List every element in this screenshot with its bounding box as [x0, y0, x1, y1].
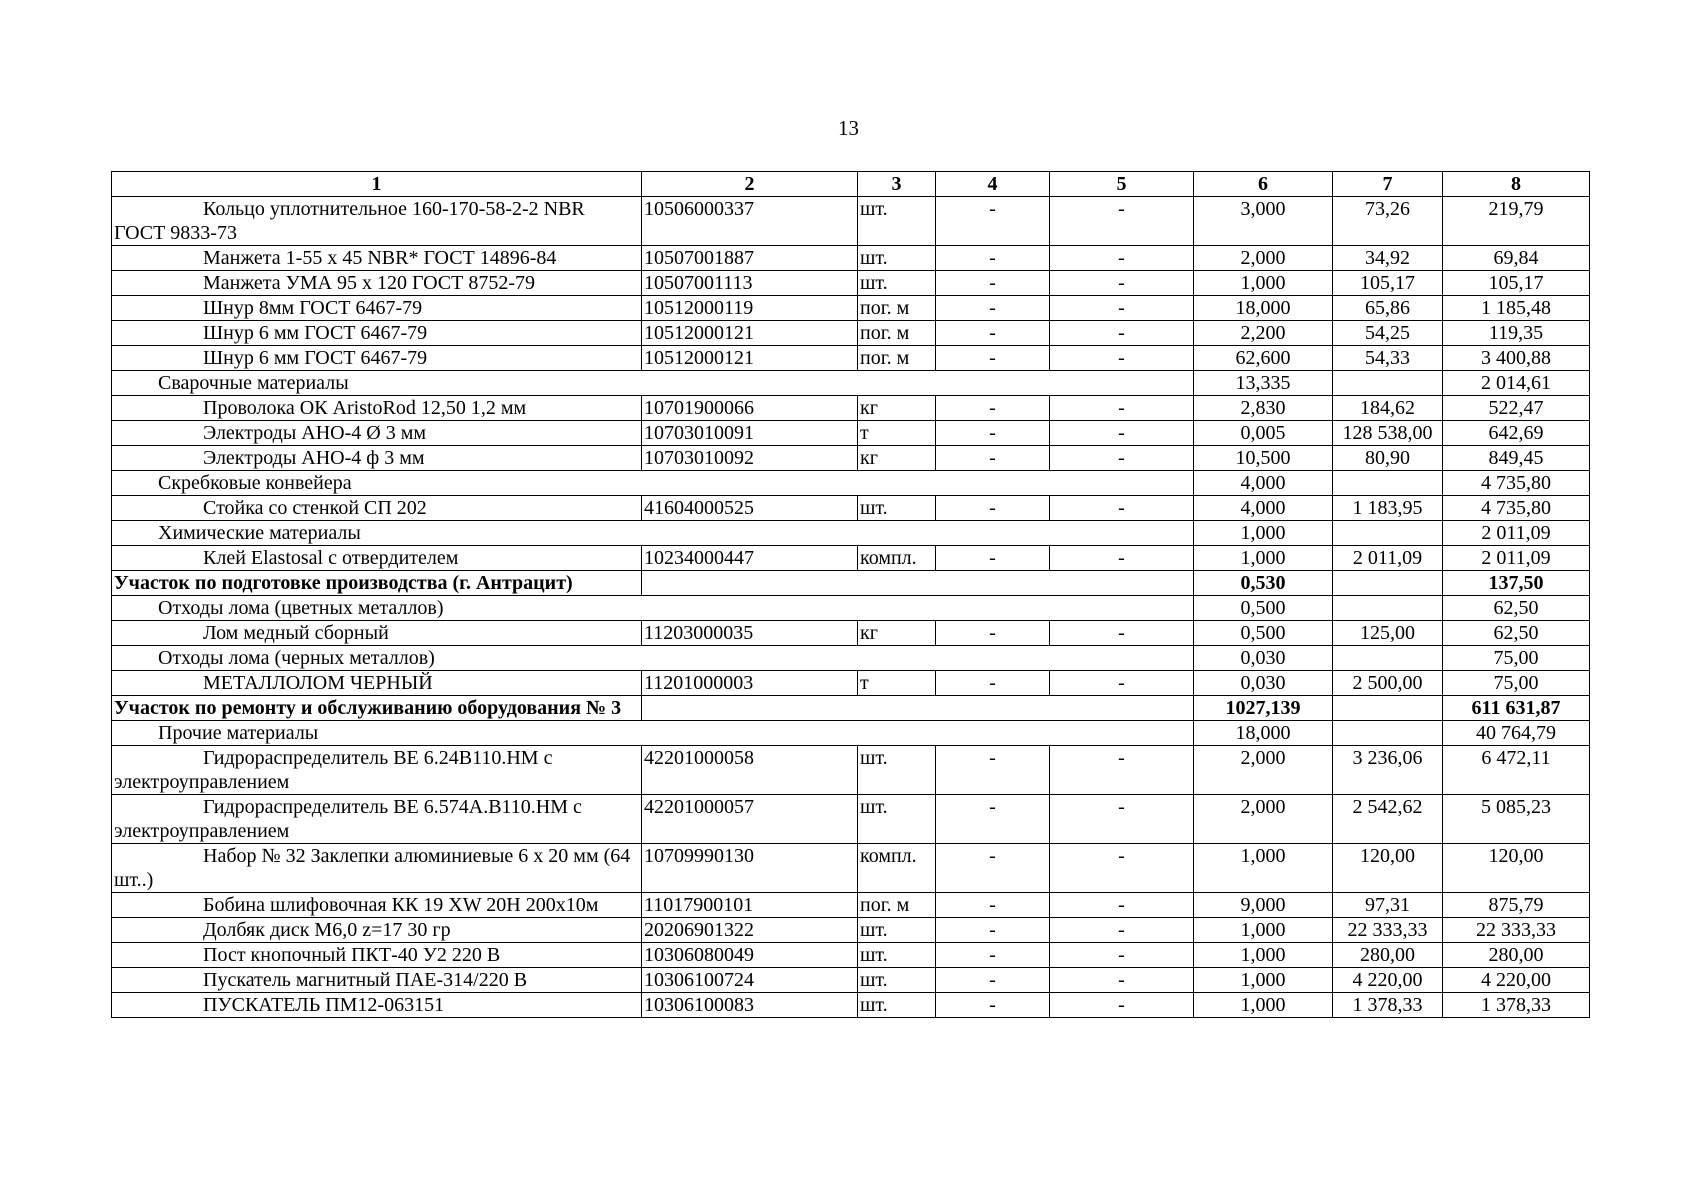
- sum-cell: 4 220,00: [1443, 968, 1590, 993]
- quantity-cell: 2,000: [1194, 246, 1333, 271]
- quantity-cell: 2,000: [1194, 795, 1333, 844]
- sum-cell: 1 378,33: [1443, 993, 1590, 1018]
- price-cell: 1 183,95: [1333, 496, 1443, 521]
- sum-cell: 5 085,23: [1443, 795, 1590, 844]
- price-cell: 97,31: [1333, 893, 1443, 918]
- col5-cell: -: [1050, 396, 1194, 421]
- quantity-cell: 0,030: [1194, 646, 1333, 671]
- item-code: 10703010091: [642, 421, 858, 446]
- price-cell: 128 538,00: [1333, 421, 1443, 446]
- col5-cell: -: [1050, 746, 1194, 795]
- item-name: Проволока ОК AristoRod 12,50 1,2 мм: [112, 396, 642, 421]
- sum-cell: 6 472,11: [1443, 746, 1590, 795]
- col5-cell: -: [1050, 496, 1194, 521]
- quantity-cell: 18,000: [1194, 721, 1333, 746]
- price-cell: 80,90: [1333, 446, 1443, 471]
- sum-cell: 611 631,87: [1443, 696, 1590, 721]
- col4-cell: -: [936, 246, 1050, 271]
- item-name: Шнур 6 мм ГОСТ 6467-79: [112, 321, 642, 346]
- table-row: [112, 746, 1590, 795]
- sum-cell: 119,35: [1443, 321, 1590, 346]
- item-code: 10234000447: [642, 546, 858, 571]
- item-name: Клей Elastosal с отвердителем: [112, 546, 642, 571]
- item-unit: компл.: [858, 844, 936, 893]
- column-header: 5: [1050, 172, 1194, 197]
- col5-cell: -: [1050, 246, 1194, 271]
- price-cell: 2 542,62: [1333, 795, 1443, 844]
- price-cell: [1333, 696, 1443, 721]
- price-cell: 54,33: [1333, 346, 1443, 371]
- item-code: 10701900066: [642, 396, 858, 421]
- item-name: Бобина шлифовочная КК 19 XW 20H 200x10м: [112, 893, 642, 918]
- item-unit: компл.: [858, 546, 936, 571]
- quantity-cell: 9,000: [1194, 893, 1333, 918]
- table-row: [112, 496, 1590, 521]
- col4-cell: -: [936, 993, 1050, 1018]
- table-header-row: [112, 172, 1590, 197]
- price-cell: 65,86: [1333, 296, 1443, 321]
- table-row: [112, 621, 1590, 646]
- col4-cell: -: [936, 546, 1050, 571]
- item-name: Пост кнопочный ПКТ-40 У2 220 В: [112, 943, 642, 968]
- col4-cell: -: [936, 844, 1050, 893]
- price-cell: 3 236,06: [1333, 746, 1443, 795]
- price-cell: [1333, 571, 1443, 596]
- table-row: [112, 197, 1590, 246]
- table-row: [112, 246, 1590, 271]
- column-header: 6: [1194, 172, 1333, 197]
- item-code: 10306080049: [642, 943, 858, 968]
- col5-cell: -: [1050, 621, 1194, 646]
- col4-cell: -: [936, 271, 1050, 296]
- col4-cell: -: [936, 197, 1050, 246]
- quantity-cell: 0,530: [1194, 571, 1333, 596]
- column-header: 8: [1443, 172, 1590, 197]
- table-row: [112, 844, 1590, 893]
- quantity-cell: 1,000: [1194, 521, 1333, 546]
- col4-cell: -: [936, 321, 1050, 346]
- sum-cell: 2 011,09: [1443, 546, 1590, 571]
- column-header: 4: [936, 172, 1050, 197]
- table-row: [112, 396, 1590, 421]
- item-code: 10709990130: [642, 844, 858, 893]
- sum-cell: 2 011,09: [1443, 521, 1590, 546]
- item-unit: шт.: [858, 271, 936, 296]
- item-code: 20206901322: [642, 918, 858, 943]
- sum-cell: 280,00: [1443, 943, 1590, 968]
- item-name: Лом медный сборный: [112, 621, 642, 646]
- price-cell: 73,26: [1333, 197, 1443, 246]
- item-unit: т: [858, 671, 936, 696]
- col5-cell: -: [1050, 421, 1194, 446]
- sum-cell: 219,79: [1443, 197, 1590, 246]
- item-name: Кольцо уплотнительное 160-170-58-2-2 NBR ГОСТ 9833-73: [112, 197, 642, 246]
- section-row: [112, 696, 1590, 721]
- item-unit: пог. м: [858, 321, 936, 346]
- item-name: Гидрораспределитель ВЕ 6.574А.В110.НМ с электроуправлением: [112, 795, 642, 844]
- item-name: Набор № 32 Заклепки алюминиевые 6 х 20 мм (64 шт..): [112, 844, 642, 893]
- col4-cell: -: [936, 396, 1050, 421]
- price-cell: [1333, 521, 1443, 546]
- group-name: Прочие материалы: [112, 721, 1194, 746]
- item-name: Электроды АНО-4 Ø 3 мм: [112, 421, 642, 446]
- item-code: 10512000119: [642, 296, 858, 321]
- price-cell: [1333, 646, 1443, 671]
- sum-cell: 4 735,80: [1443, 471, 1590, 496]
- sum-cell: 849,45: [1443, 446, 1590, 471]
- col4-cell: -: [936, 746, 1050, 795]
- item-name: Электроды АНО-4 ф 3 мм: [112, 446, 642, 471]
- col4-cell: -: [936, 918, 1050, 943]
- table-row: [112, 271, 1590, 296]
- item-unit: кг: [858, 446, 936, 471]
- sum-cell: 137,50: [1443, 571, 1590, 596]
- table-row: [112, 546, 1590, 571]
- group-row: [112, 371, 1590, 396]
- item-name: Гидрораспределитель ВЕ 6.24В110.НМ с электроуправлением: [112, 746, 642, 795]
- col5-cell: -: [1050, 446, 1194, 471]
- col5-cell: -: [1050, 671, 1194, 696]
- sum-cell: 1 185,48: [1443, 296, 1590, 321]
- sum-cell: 4 735,80: [1443, 496, 1590, 521]
- group-name: Химические материалы: [112, 521, 1194, 546]
- item-unit: пог. м: [858, 346, 936, 371]
- col5-cell: -: [1050, 893, 1194, 918]
- group-name: Отходы лома (черных металлов): [112, 646, 1194, 671]
- price-cell: 1 378,33: [1333, 993, 1443, 1018]
- sum-cell: 522,47: [1443, 396, 1590, 421]
- item-unit: шт.: [858, 968, 936, 993]
- item-name: Пускатель магнитный ПАЕ-314/220 В: [112, 968, 642, 993]
- item-code: 11203000035: [642, 621, 858, 646]
- quantity-cell: 18,000: [1194, 296, 1333, 321]
- price-cell: 105,17: [1333, 271, 1443, 296]
- col5-cell: -: [1050, 271, 1194, 296]
- price-cell: 22 333,33: [1333, 918, 1443, 943]
- price-cell: 280,00: [1333, 943, 1443, 968]
- quantity-cell: 1,000: [1194, 943, 1333, 968]
- item-code: 11201000003: [642, 671, 858, 696]
- quantity-cell: 2,000: [1194, 746, 1333, 795]
- col4-cell: -: [936, 421, 1050, 446]
- sum-cell: 62,50: [1443, 621, 1590, 646]
- quantity-cell: 2,200: [1194, 321, 1333, 346]
- table-row: [112, 346, 1590, 371]
- price-cell: 2 500,00: [1333, 671, 1443, 696]
- item-code: 10306100724: [642, 968, 858, 993]
- quantity-cell: 1,000: [1194, 968, 1333, 993]
- col5-cell: -: [1050, 321, 1194, 346]
- group-row: [112, 521, 1590, 546]
- item-unit: пог. м: [858, 296, 936, 321]
- price-cell: 54,25: [1333, 321, 1443, 346]
- item-unit: кг: [858, 396, 936, 421]
- quantity-cell: 3,000: [1194, 197, 1333, 246]
- sum-cell: 3 400,88: [1443, 346, 1590, 371]
- empty-cell: [642, 696, 1194, 721]
- quantity-cell: 10,500: [1194, 446, 1333, 471]
- group-row: [112, 721, 1590, 746]
- item-code: 10506000337: [642, 197, 858, 246]
- col5-cell: -: [1050, 795, 1194, 844]
- sum-cell: 75,00: [1443, 646, 1590, 671]
- sum-cell: 62,50: [1443, 596, 1590, 621]
- col5-cell: -: [1050, 943, 1194, 968]
- page-number: 13: [838, 116, 859, 140]
- item-name: Манжета УМА 95 х 120 ГОСТ 8752-79: [112, 271, 642, 296]
- column-header: 1: [112, 172, 642, 197]
- item-unit: пог. м: [858, 893, 936, 918]
- quantity-cell: 13,335: [1194, 371, 1333, 396]
- sum-cell: 40 764,79: [1443, 721, 1590, 746]
- col4-cell: -: [936, 968, 1050, 993]
- table-row: [112, 446, 1590, 471]
- price-cell: [1333, 721, 1443, 746]
- column-header: 7: [1333, 172, 1443, 197]
- item-name: МЕТАЛЛОЛОМ ЧЕРНЫЙ: [112, 671, 642, 696]
- group-name: Отходы лома (цветных металлов): [112, 596, 1194, 621]
- materials-table: [111, 171, 1590, 1018]
- item-code: 41604000525: [642, 496, 858, 521]
- col4-cell: -: [936, 943, 1050, 968]
- table-row: [112, 321, 1590, 346]
- table-row: [112, 943, 1590, 968]
- section-name: Участок по ремонту и обслуживанию оборудования № 3: [112, 696, 642, 721]
- table-row: [112, 993, 1590, 1018]
- sum-cell: 642,69: [1443, 421, 1590, 446]
- quantity-cell: 4,000: [1194, 471, 1333, 496]
- col4-cell: -: [936, 795, 1050, 844]
- sum-cell: 875,79: [1443, 893, 1590, 918]
- item-code: 10507001113: [642, 271, 858, 296]
- quantity-cell: 0,030: [1194, 671, 1333, 696]
- item-unit: шт.: [858, 943, 936, 968]
- item-name: Долбяк диск М6,0 z=17 30 гр: [112, 918, 642, 943]
- col4-cell: -: [936, 446, 1050, 471]
- price-cell: 4 220,00: [1333, 968, 1443, 993]
- price-cell: [1333, 596, 1443, 621]
- group-row: [112, 471, 1590, 496]
- col5-cell: -: [1050, 918, 1194, 943]
- quantity-cell: 1,000: [1194, 271, 1333, 296]
- item-code: 10703010092: [642, 446, 858, 471]
- quantity-cell: 4,000: [1194, 496, 1333, 521]
- item-name: Шнур 8мм ГОСТ 6467-79: [112, 296, 642, 321]
- quantity-cell: 2,830: [1194, 396, 1333, 421]
- quantity-cell: 0,500: [1194, 596, 1333, 621]
- item-unit: кг: [858, 621, 936, 646]
- col4-cell: -: [936, 346, 1050, 371]
- price-cell: 125,00: [1333, 621, 1443, 646]
- group-row: [112, 646, 1590, 671]
- col5-cell: -: [1050, 844, 1194, 893]
- col5-cell: -: [1050, 346, 1194, 371]
- table-row: [112, 795, 1590, 844]
- quantity-cell: 62,600: [1194, 346, 1333, 371]
- item-unit: шт.: [858, 746, 936, 795]
- section-row: [112, 571, 1590, 596]
- sum-cell: 69,84: [1443, 246, 1590, 271]
- col5-cell: -: [1050, 546, 1194, 571]
- sum-cell: 2 014,61: [1443, 371, 1590, 396]
- table-row: [112, 421, 1590, 446]
- col4-cell: -: [936, 621, 1050, 646]
- empty-cell: [642, 571, 1194, 596]
- price-cell: 2 011,09: [1333, 546, 1443, 571]
- col5-cell: -: [1050, 296, 1194, 321]
- item-code: 42201000058: [642, 746, 858, 795]
- group-name: Скребковые конвейера: [112, 471, 1194, 496]
- quantity-cell: 0,500: [1194, 621, 1333, 646]
- sum-cell: 105,17: [1443, 271, 1590, 296]
- table-row: [112, 296, 1590, 321]
- quantity-cell: 1,000: [1194, 546, 1333, 571]
- item-code: 10512000121: [642, 346, 858, 371]
- item-unit: шт.: [858, 496, 936, 521]
- quantity-cell: 0,005: [1194, 421, 1333, 446]
- col5-cell: -: [1050, 993, 1194, 1018]
- item-unit: шт.: [858, 918, 936, 943]
- col5-cell: -: [1050, 197, 1194, 246]
- price-cell: [1333, 371, 1443, 396]
- table-row: [112, 671, 1590, 696]
- item-unit: т: [858, 421, 936, 446]
- item-unit: шт.: [858, 993, 936, 1018]
- price-cell: 34,92: [1333, 246, 1443, 271]
- table-row: [112, 893, 1590, 918]
- item-unit: шт.: [858, 795, 936, 844]
- item-name: Стойка со стенкой СП 202: [112, 496, 642, 521]
- sum-cell: 120,00: [1443, 844, 1590, 893]
- quantity-cell: 1,000: [1194, 844, 1333, 893]
- group-row: [112, 596, 1590, 621]
- item-code: 10507001887: [642, 246, 858, 271]
- column-header: 2: [642, 172, 858, 197]
- price-cell: [1333, 471, 1443, 496]
- table-row: [112, 968, 1590, 993]
- item-name: Шнур 6 мм ГОСТ 6467-79: [112, 346, 642, 371]
- item-code: 10306100083: [642, 993, 858, 1018]
- item-name: Манжета 1-55 х 45 NBR* ГОСТ 14896-84: [112, 246, 642, 271]
- group-name: Сварочные материалы: [112, 371, 1194, 396]
- section-name: Участок по подготовке производства (г. Антрацит): [112, 571, 642, 596]
- quantity-cell: 1,000: [1194, 918, 1333, 943]
- item-name: ПУСКАТЕЛЬ ПМ12-063151: [112, 993, 642, 1018]
- col4-cell: -: [936, 496, 1050, 521]
- col4-cell: -: [936, 893, 1050, 918]
- item-code: 11017900101: [642, 893, 858, 918]
- item-code: 42201000057: [642, 795, 858, 844]
- col5-cell: -: [1050, 968, 1194, 993]
- table-row: [112, 918, 1590, 943]
- col4-cell: -: [936, 671, 1050, 696]
- quantity-cell: 1027,139: [1194, 696, 1333, 721]
- sum-cell: 22 333,33: [1443, 918, 1590, 943]
- sum-cell: 75,00: [1443, 671, 1590, 696]
- price-cell: 184,62: [1333, 396, 1443, 421]
- price-cell: 120,00: [1333, 844, 1443, 893]
- item-unit: шт.: [858, 197, 936, 246]
- item-unit: шт.: [858, 246, 936, 271]
- col4-cell: -: [936, 296, 1050, 321]
- quantity-cell: 1,000: [1194, 993, 1333, 1018]
- column-header: 3: [858, 172, 936, 197]
- item-code: 10512000121: [642, 321, 858, 346]
